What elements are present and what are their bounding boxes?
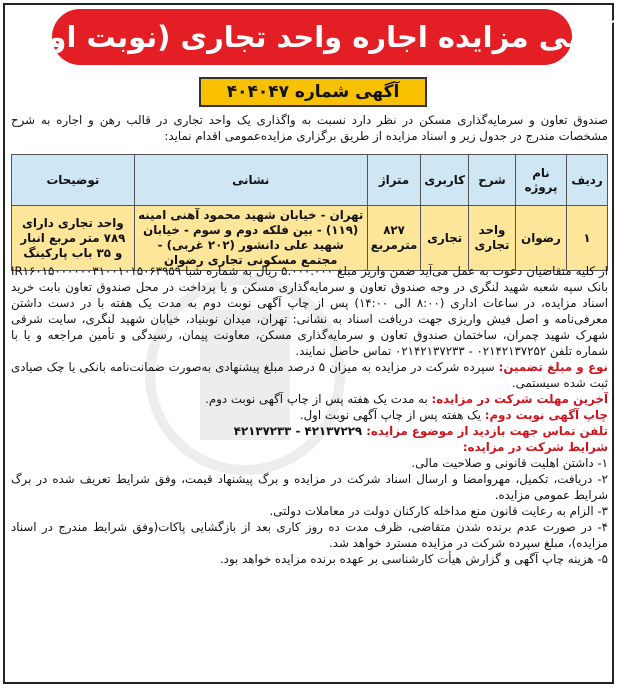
conditions-heading: شرایط شرکت در مزایده: [462, 440, 608, 454]
second-print-text: یک هفته پس از چاپ آگهی نوبت اول. [299, 408, 485, 422]
ad-number: آگهی شماره ۴۰۴۰۴۷ [226, 82, 400, 102]
condition-item-4: ۴- در صورت عدم برنده شدن متقاضی، ظرف مدت ده روز کاری بعد از بازگشایی پاکات(وفق شرایط مندرج در اسناد مزایده)، مبلغ سپرده شرکت در مزایده مسترد خواهد شد. [11, 520, 608, 550]
header-usage: کاربری [421, 155, 469, 206]
guarantee-text: سپرده شرکت در مزایده به میزان ۵ درصد مبلغ پیشنهادی به‌صورت ضمانت‌نامه بانکی یا چک صیادی ثبت شده سیستمی. [11, 360, 608, 390]
condition-item-2: ۲- دریافت، تکمیل، مهروامضا و ارسال اسناد شرکت در مزایده و برگ پیشنهاد قیمت، وفق شرایط تعریف شده در برگ شرایط عمومی مزایده. [11, 472, 608, 502]
cell-row-number: ۱ [567, 206, 608, 271]
body-paragraph: از کلیه متقاضیان دعوت به عمل می‌آید ضمن واریز مبلغ ۵.۰۰۰.۰۰۰ ریال به شماره شبا IR۱۶۰۱۵۰۰۰۰۰۰۳۱۰۰۱۰۱۵۰۶۳۹۵۹ بانک سپه شعبه شهید لنگری در وجه صندوق تعاون و سرمایه‌گذاری مسکن و یا پرداخت در محل صندوق تعاون بابت خرید اسناد مزایده، در ساعات اداری (۸:۰۰ الی ۱۴:۰۰) پس از چاپ آگهی نوبت دوم به مدت یک هفته با در دست داشتن معرفی‌نامه و اصل فیش واریزی جهت دریافت اسناد به نشانی: تهران، میدان نوبنیاد، خیابان شهید لنگری، سایت شرقی شهرک شهید چمران، ساختمان صندوق تعاون و سرمایه‌گذاری مسکن، معاونت پیمان، رسیدگی و تأمین مراجعه و یا با شماره تلفن ۰۲۱۴۲۱۳۷۲۵۲ - ۰۲۱۴۲۱۳۷۲۳۳ تماس حاصل نمایند. [11, 264, 608, 358]
header-description: شرح [469, 155, 516, 206]
condition-item-1: ۱- داشتن اهلیت قانونی و صلاحیت مالی. [411, 456, 608, 470]
cell-notes: واحد تجاری دارای ۷۸۹ متر مربع انبار و ۳۵ باب پارکینگ [12, 206, 135, 271]
header-address: نشانی [134, 155, 367, 206]
intro-paragraph: صندوق تعاون و سرمایه‌گذاری مسکن در نظر دارد نسبت به واگذاری یک واحد تجاری در قالب رهن و اجاره به شرح مشخصات مندرج در جدول زیر و اسناد مزایده از طریق برگزاری مزایده‌عمومی اقدام نماید: [11, 113, 608, 143]
guarantee-label: نوع و مبلغ تضمین: [498, 360, 608, 374]
guarantee-line [11, 359, 608, 391]
property-table [11, 154, 608, 271]
second-print-line [11, 407, 608, 423]
title-banner [10, 9, 614, 65]
condition-item-3: ۳- الزام به رعایت قانون منع مداخله کارکنان دولت در معاملات دولتی. [269, 504, 608, 518]
details-section [11, 263, 608, 567]
phone-line [11, 423, 608, 439]
ad-title: آگهی مزایده اجاره واحد تجاری (نوبت اول) [10, 20, 614, 54]
deadline-line [11, 391, 608, 407]
deadline-label: آخرین مهلت شرکت در مزایده: [431, 392, 608, 406]
ad-number-box [199, 77, 427, 107]
header-project-name: نام پروژه [516, 155, 567, 206]
cell-project-name: رضوان [516, 206, 567, 271]
table-header-row [12, 155, 608, 206]
phone-text: ۴۲۱۳۷۲۲۹ - ۴۲۱۳۷۲۳۳ [233, 424, 367, 438]
phone-label: تلفن تماس جهت بازدید از موضوع مزایده: [366, 424, 608, 438]
second-print-label: چاپ آگهی نوبت دوم: [484, 408, 608, 422]
header-area: متراژ [367, 155, 421, 206]
condition-item-5: ۵- هزینه چاپ آگهی و گزارش هیأت کارشناسی بر عهده برنده مزایده خواهد بود. [219, 552, 608, 566]
header-notes: توضیحات [12, 155, 135, 206]
cell-usage: تجاری [421, 206, 469, 271]
cell-address: تهران - خیابان شهید محمود آهنی امینه (۱۱۹) - بین فلکه دوم و سوم - خیابان شهید علی دانشور (۲۰۲ غربی) - مجتمع مسکونی تجاری رضوان [134, 206, 367, 271]
cell-area: ۸۲۷ مترمربع [367, 206, 421, 271]
header-row-number: ردیف [567, 155, 608, 206]
deadline-text: به مدت یک هفته پس از چاپ آگهی نوبت دوم. [205, 392, 432, 406]
cell-description: واحد تجاری [469, 206, 516, 271]
table-row [12, 206, 608, 271]
